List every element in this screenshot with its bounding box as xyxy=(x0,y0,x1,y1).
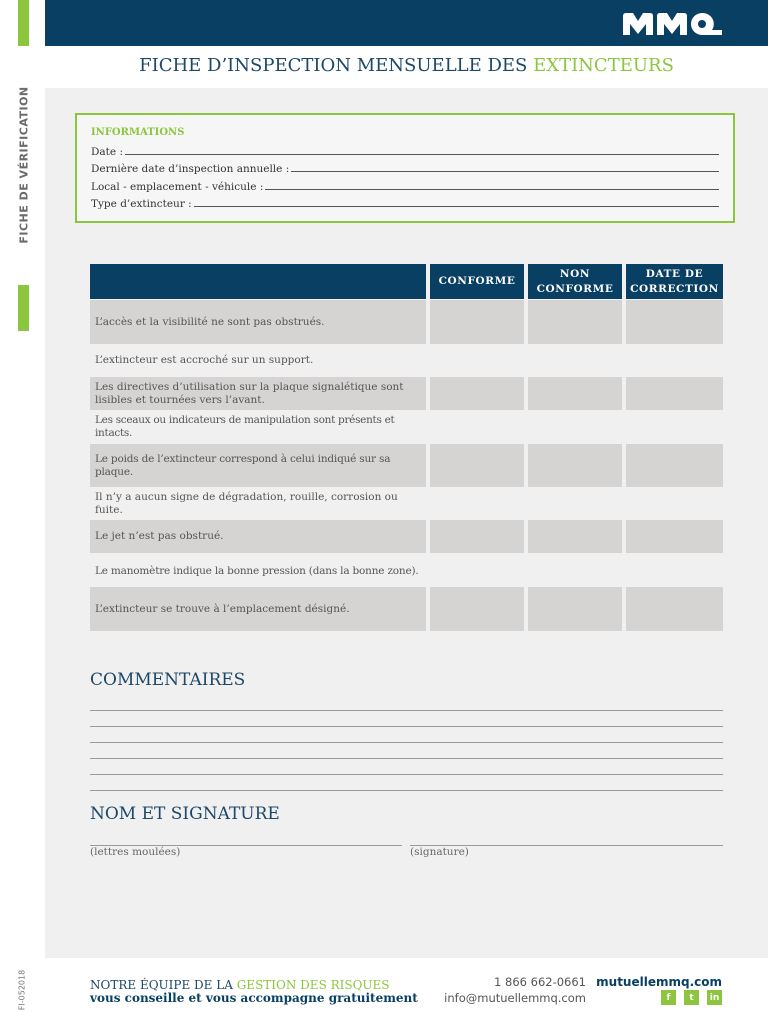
cell-non-conforme[interactable] xyxy=(528,413,622,441)
col-non-conforme: NON CONFORME xyxy=(536,267,614,295)
row-label: L’accès et la visibilité ne sont pas obstrués. xyxy=(90,300,426,344)
table-header xyxy=(90,264,723,299)
info-field-label: Local - emplacement - véhicule : xyxy=(91,180,264,193)
cell-date-correction[interactable] xyxy=(626,556,723,586)
footer-email[interactable]: info@mutuellemmq.com xyxy=(444,991,586,1005)
cell-date-correction[interactable] xyxy=(626,300,723,344)
footer-tagline xyxy=(90,978,390,992)
cell-date-correction[interactable] xyxy=(626,587,723,631)
cell-date-correction[interactable] xyxy=(626,520,723,553)
linkedin-icon[interactable]: in xyxy=(707,990,722,1005)
twitter-icon[interactable]: t xyxy=(684,990,699,1005)
cell-date-correction[interactable] xyxy=(626,444,723,487)
info-field-date[interactable] xyxy=(91,140,719,158)
title-highlight: EXTINCTEURS xyxy=(533,55,674,76)
row-label: Les directives d’utilisation sur la plaque signalétique sont lisibles et tournées vers l’avant. xyxy=(90,377,426,410)
footer-website[interactable]: mutuellemmq.com xyxy=(596,975,722,989)
col-conforme: CONFORME xyxy=(438,275,516,287)
table-row xyxy=(90,377,723,410)
table-row xyxy=(90,346,723,374)
cell-conforme[interactable] xyxy=(430,444,524,487)
cell-conforme[interactable] xyxy=(430,556,524,586)
signature-label: (signature) xyxy=(410,846,469,858)
side-label: FICHE DE VÉRIFICATION xyxy=(17,86,31,244)
cell-non-conforme[interactable] xyxy=(528,587,622,631)
info-field-label: Type d’extincteur : xyxy=(91,198,192,210)
info-field-location[interactable] xyxy=(91,175,719,193)
cell-conforme[interactable] xyxy=(430,346,524,374)
row-label: Les sceaux ou indicateurs de manipulation sont présents et intacts. xyxy=(95,414,395,439)
comments-title: COMMENTAIRES xyxy=(90,670,246,690)
cell-conforme[interactable] xyxy=(430,300,524,344)
comment-line[interactable] xyxy=(90,790,723,791)
table-row xyxy=(90,520,723,553)
title-main: FICHE D’INSPECTION MENSUELLE DES xyxy=(139,55,528,76)
cell-conforme[interactable] xyxy=(430,377,524,410)
comment-line[interactable] xyxy=(90,742,723,743)
page-title xyxy=(45,55,768,76)
header-bar xyxy=(45,0,768,46)
table-row xyxy=(90,444,723,487)
footer-tagline-text: NOTRE ÉQUIPE DE LA xyxy=(90,978,233,992)
footer-phone[interactable]: 1 866 662-0661 xyxy=(494,975,586,989)
facebook-icon[interactable]: f xyxy=(661,990,676,1005)
row-label: Le jet n’est pas obstrué. xyxy=(90,520,426,553)
comment-line[interactable] xyxy=(90,758,723,759)
comment-line[interactable] xyxy=(90,726,723,727)
cell-date-correction[interactable] xyxy=(626,377,723,410)
side-accent-bar-mid xyxy=(18,285,29,331)
row-label: Il n’y a aucun signe de dégradation, rouille, corrosion ou fuite. xyxy=(95,491,398,516)
form-code: FI-052018 xyxy=(17,969,27,1011)
info-heading: INFORMATIONS xyxy=(91,127,185,138)
cell-date-correction[interactable] xyxy=(626,346,723,374)
footer-subtagline: vous conseille et vous accompagne gratuitement xyxy=(90,991,418,1005)
name-label: (lettres moulées) xyxy=(90,846,181,858)
cell-non-conforme[interactable] xyxy=(528,520,622,553)
cell-non-conforme[interactable] xyxy=(528,346,622,374)
row-label: Le poids de l’extincteur correspond à celui indiqué sur sa plaque. xyxy=(90,444,426,487)
footer-tagline-highlight: GESTION DES RISQUES xyxy=(236,978,390,992)
cell-conforme[interactable] xyxy=(430,520,524,553)
info-box xyxy=(75,113,735,223)
cell-date-correction[interactable] xyxy=(626,489,723,519)
cell-non-conforme[interactable] xyxy=(528,300,622,344)
cell-conforme[interactable] xyxy=(430,587,524,631)
side-accent-bar-top xyxy=(18,0,29,46)
signature-title: NOM ET SIGNATURE xyxy=(90,804,280,824)
table-row xyxy=(90,587,723,631)
cell-conforme[interactable] xyxy=(430,489,524,519)
comment-line[interactable] xyxy=(90,774,723,775)
mmq-logo xyxy=(623,12,722,36)
info-field-type[interactable] xyxy=(91,193,719,211)
row-label: L’extincteur se trouve à l’emplacement désigné. xyxy=(90,587,426,631)
row-label: L’extincteur est accroché sur un support. xyxy=(95,353,314,366)
table-row xyxy=(90,300,723,344)
cell-non-conforme[interactable] xyxy=(528,489,622,519)
cell-non-conforme[interactable] xyxy=(528,377,622,410)
info-field-annual-inspection[interactable] xyxy=(91,158,719,176)
cell-non-conforme[interactable] xyxy=(528,556,622,586)
inspection-table xyxy=(90,264,723,615)
comment-line[interactable] xyxy=(90,710,723,711)
info-field-label: Dernière date d’inspection annuelle : xyxy=(91,163,290,175)
table-row xyxy=(90,556,723,586)
table-row xyxy=(90,489,723,519)
cell-conforme[interactable] xyxy=(430,413,524,441)
col-date-correction: DATE DE CORRECTION xyxy=(630,267,719,295)
cell-non-conforme[interactable] xyxy=(528,444,622,487)
table-row xyxy=(90,413,723,441)
row-label: Le manomètre indique la bonne pression (dans la bonne zone). xyxy=(95,564,419,577)
info-field-label: Date : xyxy=(91,145,123,158)
cell-date-correction[interactable] xyxy=(626,413,723,441)
